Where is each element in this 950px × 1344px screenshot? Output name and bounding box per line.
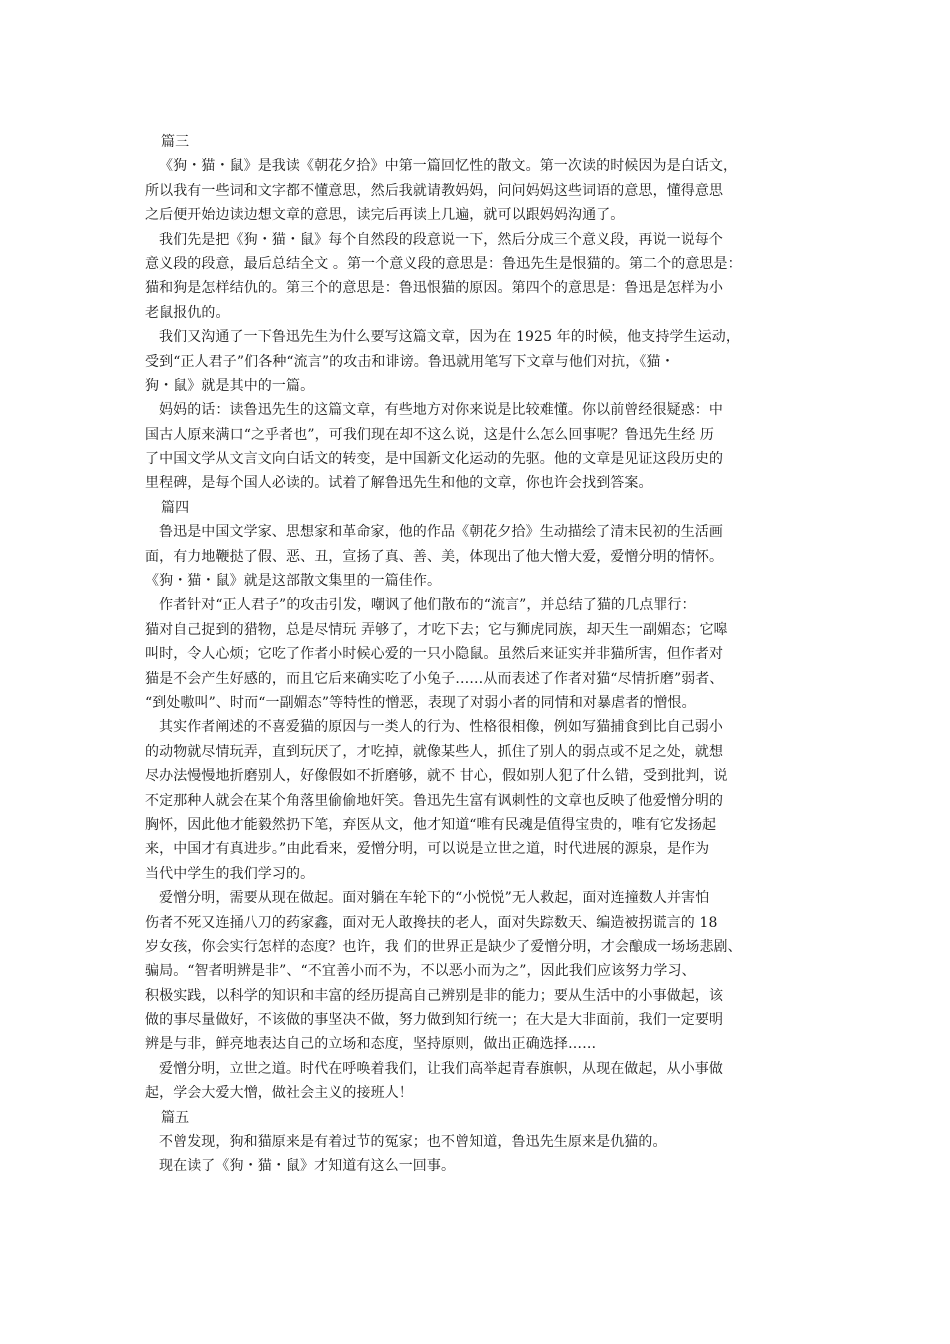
text-line: 骗局。“智者明辨是非”、“不宜善小而不为，不以恶小而为之”，因此我们应该努力学习、 [145,963,696,980]
text-line: 辨是与非，鲜亮地表达自己的立场和态度，坚持原则，做出正确选择…… [145,1036,597,1053]
text-line: 猫是不会产生好感的，而且它后来确实吃了小兔子……从而表述了作者对猫“尽情折磨”弱者、 [145,670,724,687]
text-line: 起，学会大爱大憎，做社会主义的接班人！ [145,1085,413,1102]
text-line: 尽办法慢慢地折磨别人，好像假如不折磨够，就不 甘心，假如别人犯了什么错，受到批判，说 [145,768,728,785]
document-body [145,130,825,1179]
text-line: 国古人原来满口“之乎者也”，可我们现在却不这么说，这是什么怎么回事呢？鲁迅先生经 历 [145,426,714,443]
text-line: 里程碑，是每个国人必读的。试着了解鲁迅先生和他的文章，你也许会找到答案。 [145,475,653,492]
text-line: 不曾发现，狗和猫原来是有着过节的冤家；也不曾知道，鲁迅先生原来是仇猫的。 [159,1134,667,1151]
text-line: 爱憎分明，需要从现在做起。面对躺在车轮下的“小悦悦”无人救起，面对连撞数人并害怕 [159,890,710,907]
text-line: 不定那种人就会在某个角落里偷偷地奸笑。鲁迅先生富有讽刺性的文章也反映了他爱憎分明的 [145,792,724,809]
text-line: 当代中学生的我们学习的。 [145,865,315,882]
text-line: 现在读了《狗・猫・鼠》才知道有这么一回事。 [159,1158,456,1175]
text-line: 爱憎分明，立世之道。时代在呼唤着我们，让我们高举起青春旗帜，从现在做起，从小事做 [159,1060,723,1077]
section-heading: 篇三 [161,134,190,150]
text-line: 胸怀，因此他才能毅然扔下笔，弃医从文，他才知道“唯有民魂是值得宝贵的，唯有它发扬起 [145,816,717,833]
text-line: 伤者不死又连捅八刀的药家鑫，面对无人敢搀扶的老人，面对失踪数天、编造被拐谎言的 18 [145,914,718,931]
text-line: 《狗・猫・鼠》就是这部散文集里的一篇佳作。 [145,573,442,590]
text-line: 作者针对“正人君子”的攻击引发，嘲讽了他们散布的“流言”，并总结了猫的几点罪行： [159,597,696,614]
section-heading: 篇四 [161,499,190,516]
text-line: 其实作者阐述的不喜爱猫的原因与一类人的行为、性格很相像，例如写猫捕食到比自己弱小 [159,719,723,736]
text-line: 狗・鼠》就是其中的一篇。 [145,377,315,394]
text-line: 之后便开始边读边想文章的意思，读完后再读上几遍，就可以跟妈妈沟通了。 [145,207,625,224]
text-line: 所以我有一些词和文字都不懂意思，然后我就请教妈妈，问问妈妈这些词语的意思，懂得意思 [145,182,724,199]
text-line: 《狗・猫・鼠》是我读《朝花夕拾》中第一篇回忆性的散文。第一次读的时候因为是白话文， [159,158,738,175]
text-line: 岁女孩，你会实行怎样的态度？也许，我 们的世界正是缺少了爱憎分明，才会酿成一场场悲剧、 [145,938,742,955]
text-line: “到处嗷叫”、时而“一副媚态”等特性的憎恶，表现了对弱小者的同情和对暴虐者的憎恨。 [145,694,696,711]
text-line: 面，有力地鞭挞了假、恶、丑，宣扬了真、善、美，体现出了他大憎大爱，爱憎分明的情怀。 [145,548,724,565]
text-line: 猫对自己捉到的猎物，总是尽情玩 弄够了，才吃下去；它与狮虎同族，却天生一副媚态；它嗥 [145,621,728,638]
text-line: 意义段的段意，最后总结全文 。第一个意义段的意思是：鲁迅先生是恨猫的。第二个的意思是： [145,255,742,272]
text-line: 叫时，令人心烦；它吃了作者小时候心爱的一只小隐鼠。虽然后来证实并非猫所害，但作者对 [145,646,724,663]
text-line: 我们又沟通了一下鲁迅先生为什么要写这篇文章，因为在 1925 年的时候，他支持学生运动， [159,329,740,346]
text-line: 了中国文学从文言文向白话文的转变，是中国新文化运动的先驱。他的文章是见证这段历史的 [145,451,724,468]
text-line: 做的事尽量做好，不该做的事坚决不做，努力做到知行统一；在大是大非面前，我们一定要明 [145,1012,724,1029]
text-line: 受到“正人君子”们各种“流言”的攻击和诽谤。鲁迅就用笔写下文章与他们对抗，《猫・ [145,353,675,370]
text-line: 妈妈的话：读鲁迅先生的这篇文章，有些地方对你来说是比较难懂。你以前曾经很疑惑：中 [159,402,723,419]
text-line: 猫和狗是怎样结仇的。第三个的意思是：鲁迅恨猫的原因。第四个的意思是：鲁迅是怎样为小 [145,280,724,297]
text-line: 老鼠报仇的。 [145,304,230,321]
text-line: 积极实践，以科学的知识和丰富的经历提高自己辨别是非的能力；要从生活中的小事做起，该 [145,987,724,1004]
section-heading: 篇五 [161,1109,190,1126]
text-line: 鲁迅是中国文学家、思想家和革命家，他的作品《朝花夕拾》生动描绘了清末民初的生活画 [159,524,723,541]
text-line: 我们先是把《狗・猫・鼠》每个自然段的段意说一下，然后分成三个意义段，再说一说每个 [159,231,723,248]
text-line: 的动物就尽情玩弄，直到玩厌了，才吃掉，就像某些人，抓住了别人的弱点或不足之处，就想 [145,743,724,760]
text-line: 来，中国才有真进步。”由此看来，爱憎分明，可以说是立世之道，时代进展的源泉，是作为 [145,841,710,858]
